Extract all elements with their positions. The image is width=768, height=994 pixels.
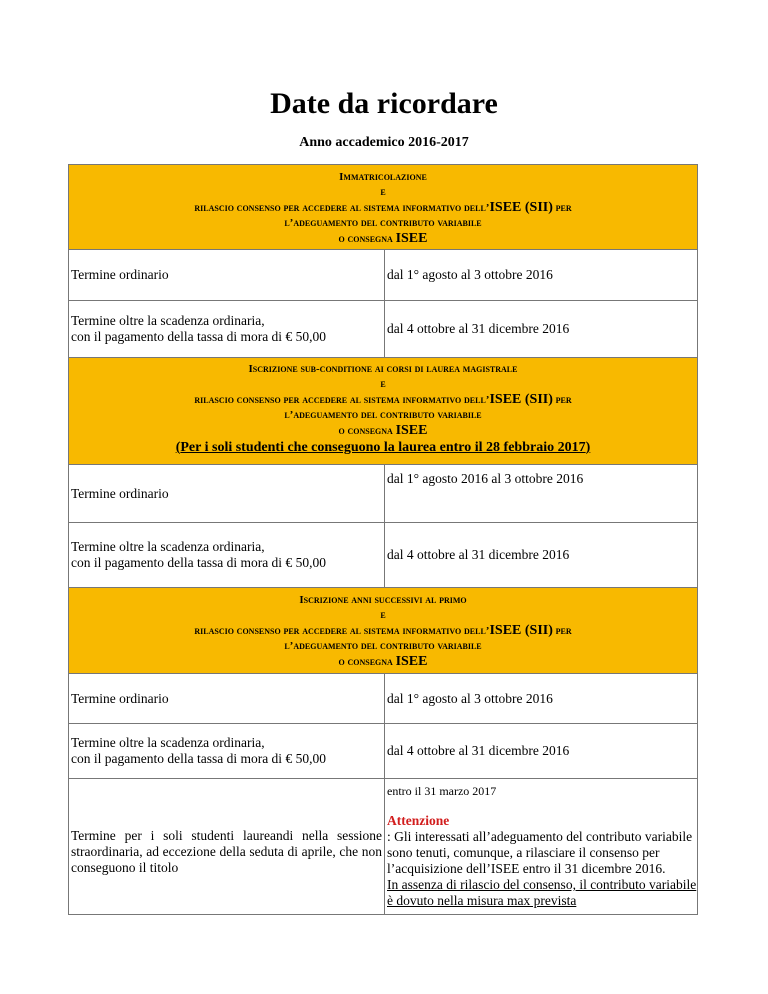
- row-label: Termine oltre la scadenza ordinaria, con il pagamento della tassa di mora di € 50,00: [69, 523, 385, 587]
- header-line: rilascio consenso per accedere al sistema informativo dell’ISEE (SII) per: [194, 623, 572, 638]
- row-label: Termine ordinario: [69, 250, 385, 300]
- attention-label: Attenzione: [387, 813, 450, 828]
- dates-table: [68, 164, 698, 915]
- row-value: dal 4 ottobre al 31 dicembre 2016: [387, 743, 570, 758]
- table-row: [69, 523, 697, 588]
- header-line: rilascio consenso per accedere al sistema informativo dell’ISEE (SII) per: [194, 200, 572, 215]
- header-line: o consegna ISEE: [338, 423, 428, 438]
- table-row: [69, 724, 697, 779]
- header-line: o consegna ISEE: [338, 231, 428, 246]
- row-label: Termine oltre la scadenza ordinaria, con il pagamento della tassa di mora di € 50,00: [69, 724, 385, 778]
- table-row: [69, 250, 697, 301]
- header-note: (Per i soli studenti che conseguono la laurea entro il 28 febbraio 2017): [175, 440, 591, 455]
- row-value: dal 1° agosto al 3 ottobre 2016: [387, 690, 553, 706]
- row-label: Termine ordinario: [69, 465, 385, 522]
- row-label: Termine oltre la scadenza ordinaria, con il pagamento della tassa di mora di € 50,00: [69, 301, 385, 357]
- page-title: Date da ricordare: [270, 87, 498, 120]
- table-row: [69, 779, 697, 914]
- header-line: rilascio consenso per accedere al sistema informativo dell’ISEE (SII) per: [194, 392, 572, 407]
- header-line: o consegna ISEE: [338, 654, 428, 669]
- table-row: [69, 301, 697, 358]
- page-subtitle: Anno accademico 2016-2017: [299, 135, 469, 150]
- row-label: Termine per i soli studenti laureandi nella sessione straordinaria, ad eccezione della seduta di aprile, che non conseguono il titolo: [69, 779, 385, 914]
- header-line: e: [380, 378, 386, 390]
- section-header-anni-successivi: [69, 588, 697, 674]
- header-line: Immatricolazione: [339, 171, 427, 183]
- table-row: [69, 465, 697, 523]
- header-line: l’adeguamento del contributo variabile: [284, 640, 482, 652]
- header-line: l’adeguamento del contributo variabile: [284, 409, 482, 421]
- attention-underlined: In assenza di rilascio del consenso, il contributo variabile è dovuto nella misura max prevista: [387, 877, 697, 908]
- table-row: [69, 674, 697, 724]
- header-line: Iscrizione sub-conditione ai corsi di laurea magistrale: [248, 363, 518, 375]
- row-value: dal 1° agosto al 3 ottobre 2016: [387, 267, 553, 282]
- row-value: dal 4 ottobre al 31 dicembre 2016: [387, 547, 570, 562]
- deadline-date: entro il 31 marzo 2017: [387, 784, 497, 798]
- header-line: e: [380, 186, 386, 198]
- row-value: dal 1° agosto 2016 al 3 ottobre 2016: [387, 471, 584, 486]
- header-line: e: [380, 609, 386, 621]
- attention-note: Attenzione : Gli interessati all’adeguamento del contributo variabile sono tenuti, comunque, a rilasciare il consenso per l’acquisizione dell’ISEE entro il 31 dicembre 2016. In assenza di rilascio del consenso, il contributo variabile è dovuto nella misura max prevista: [387, 813, 697, 908]
- header-line: l’adeguamento del contributo variabile: [284, 217, 482, 229]
- row-value: [385, 779, 697, 914]
- row-label: Termine ordinario: [69, 674, 385, 723]
- section-header-sub-conditione: [69, 358, 697, 465]
- row-value: dal 4 ottobre al 31 dicembre 2016: [387, 321, 570, 336]
- section-header-immatricolazione: [69, 165, 697, 250]
- header-line: Iscrizione anni successivi al primo: [299, 594, 467, 606]
